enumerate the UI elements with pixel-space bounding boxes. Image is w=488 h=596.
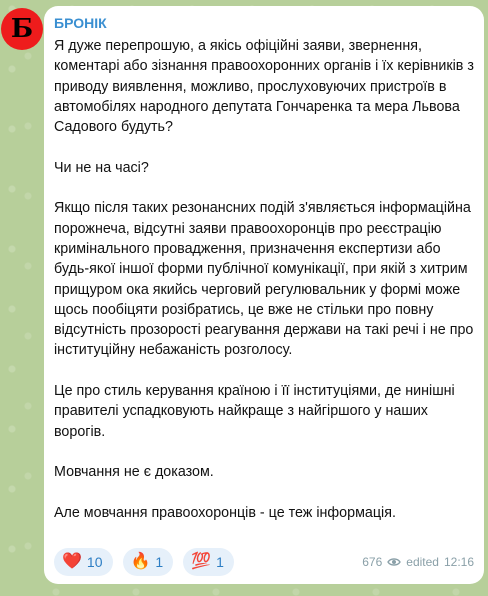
channel-name[interactable]: БРОНІК (54, 15, 107, 31)
fire-emoji-icon: 🔥 (130, 553, 151, 570)
reaction-count: 1 (216, 554, 224, 570)
edited-label: edited (406, 555, 439, 569)
reaction-heart[interactable] (54, 548, 113, 576)
channel-avatar[interactable] (1, 8, 43, 50)
message-text: Я дуже перепрошую, а якісь офіційні заяви, звернення, коментарі або зізнання правоохоронних органів і їх керівників з приводу виявлення, можливо, прослуховуючих пристроїв в автомобілях народного депутата Гончаренка та мера Львова Садового будуть? Чи не на часі? Якщо після таких резонансних подій з'являється інформаційна порожнеча, відсутні заяви правоохоронців про реєстрацію кримінального провадження, призначення експертизи або будь-якої іншої форми публічної комунікації, при якій з хитрим прищуром ока якийсь черговий регулювальник у формі може щось пообіцяти розібратись, це вже не стільки про повну відсутність прозорості реагування держави на такі речі і не про інституційну небажаність розголосу. Це про стиль керування країною і її інституціями, де нинішні правителі успадковують найкраще з найгіршого у наших ворогів. Мовчання не є доказом. Але мовчання правоохоронців - це теж інформація. (54, 38, 474, 521)
avatar-letter: Б (10, 14, 34, 44)
hundred-emoji-icon: 💯 (191, 553, 212, 570)
heart-emoji-icon: ❤️ (62, 553, 82, 570)
reaction-fire[interactable] (123, 548, 174, 576)
message-meta (362, 555, 474, 569)
reaction-count: 1 (155, 554, 164, 570)
message-footer (54, 548, 474, 576)
message-time: 12:16 (443, 555, 474, 569)
message-bubble (44, 6, 484, 584)
reaction-hundred[interactable] (183, 548, 234, 576)
view-count: 676 (362, 555, 383, 569)
reaction-count: 10 (86, 554, 103, 570)
eye-icon (387, 557, 401, 567)
